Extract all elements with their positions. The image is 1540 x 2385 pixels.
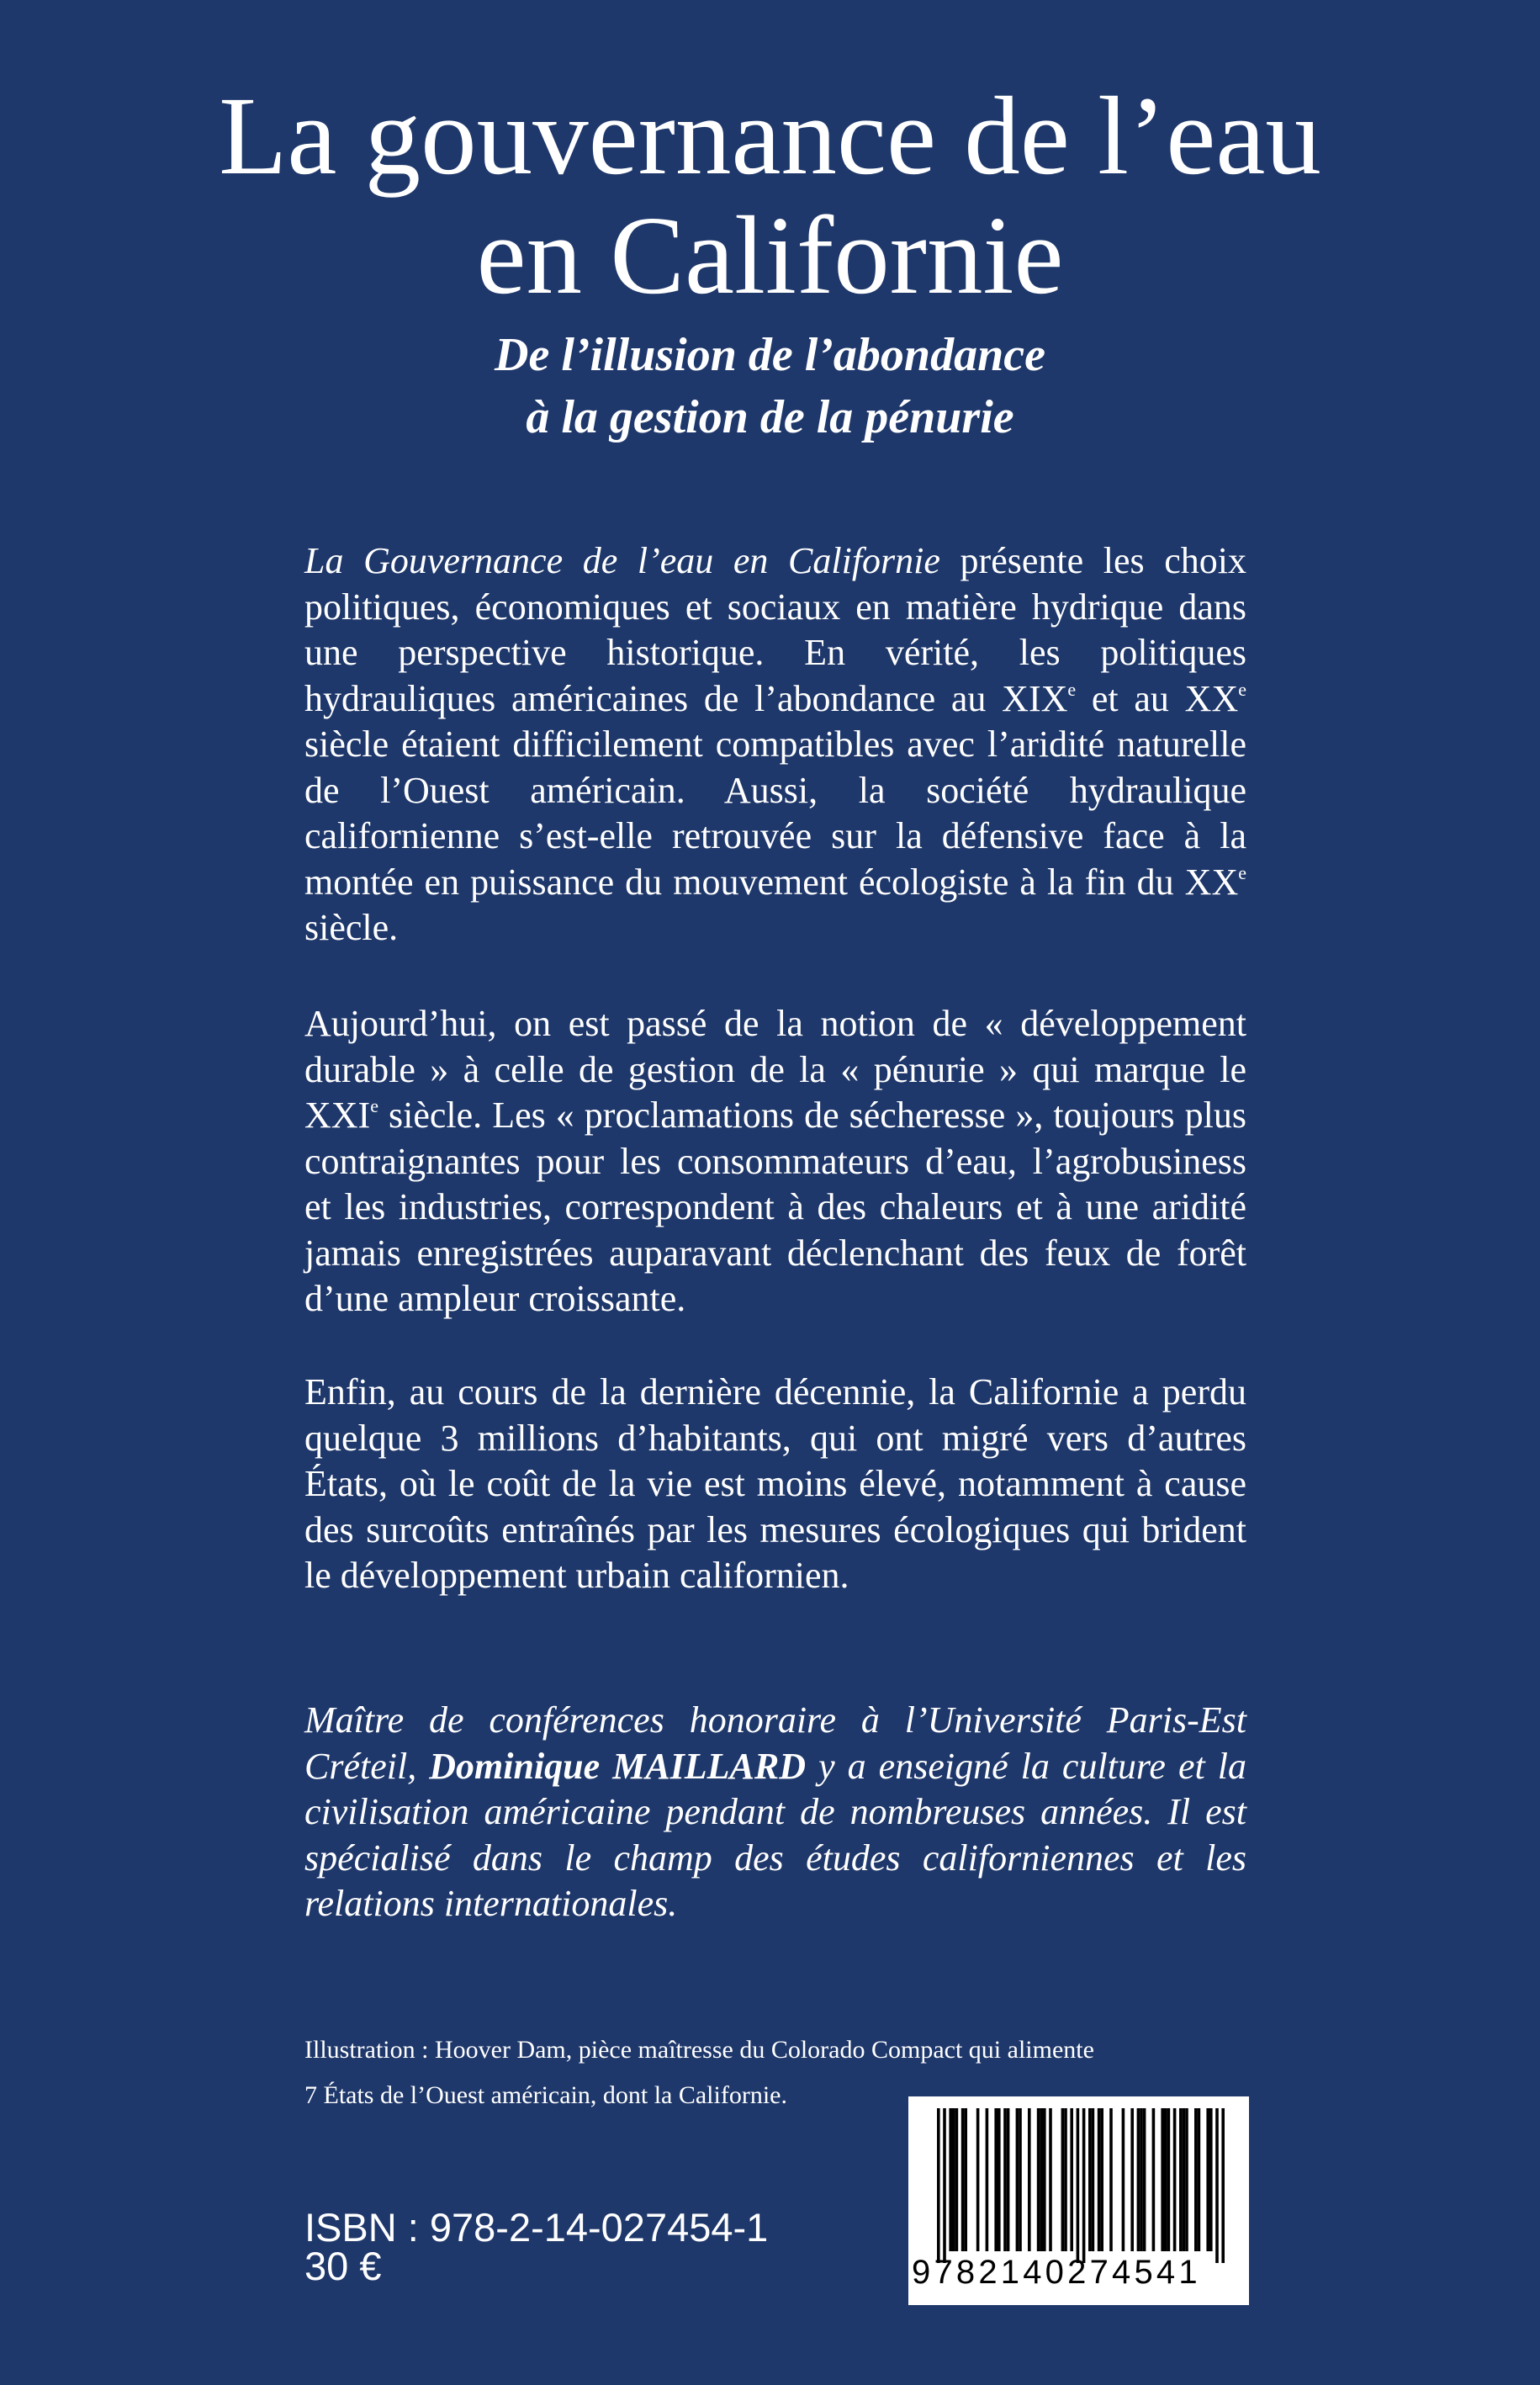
barcode-bar xyxy=(1100,2108,1103,2251)
book-title xyxy=(0,73,1540,317)
barcode-bar xyxy=(986,2108,989,2251)
barcode-bar xyxy=(1040,2108,1043,2251)
book-title-reference: La Gouvernance de l’eau en Californie xyxy=(304,540,940,581)
barcode-bar xyxy=(1003,2108,1007,2251)
barcode-bar xyxy=(1185,2108,1188,2251)
barcode-bar xyxy=(1183,2108,1186,2251)
barcode-bar xyxy=(1064,2108,1067,2251)
title-line-2: en Californie xyxy=(476,193,1064,317)
paragraph-intro: La Gouvernance de l’eau en Californie présente les choix politiques, économiques et sociaux en matière hydrique dans une perspective historique. En vérité, les politiques hydrauliques américaines de l’abondance au XIXe et au XXe siècle étaient difficilement compatibles avec l’aridité naturelle de l’Ouest américain. Aussi, la société hydraulique californienne s’est-elle retrouvée sur la défensive face à la montée en puissance du mouvement écologiste à la fin du XXe siècle. xyxy=(304,540,1247,948)
barcode-bar xyxy=(1016,2108,1019,2251)
book-subtitle xyxy=(0,324,1540,448)
barcode-bar xyxy=(1179,2108,1183,2251)
barcode-bar xyxy=(1028,2108,1031,2251)
barcode-bar xyxy=(961,2108,965,2251)
illustration-line-2: 7 États de l’Ouest américain, dont la Californie. xyxy=(304,2081,787,2109)
barcode-bar xyxy=(1164,2108,1167,2251)
barcode-bar xyxy=(1143,2108,1146,2251)
author-name: Dominique MAILLARD xyxy=(429,1745,807,1787)
barcode-bar xyxy=(949,2108,952,2251)
paragraph-today: Aujourd’hui, on est passé de la notion de « développement durable » à celle de gestion de la « pénurie » qui marque le XXIe siècle. Les « proclamations de sécheresse », toujours plus contraignantes pour les consommateurs d’eau, l’agrobusiness et les industries, correspondent à des chaleurs et à une aridité jamais enregistrées auparavant déclenchant des feux de forêt d’une ampleur croissante. xyxy=(304,1003,1246,1319)
barcode-bar xyxy=(1082,2108,1086,2263)
barcode-bar xyxy=(1167,2108,1171,2251)
barcode-bar xyxy=(1161,2108,1164,2251)
subtitle-line-2: à la gestion de la pénurie xyxy=(526,391,1014,443)
barcode-bar xyxy=(1037,2108,1040,2251)
barcode-bar xyxy=(1098,2108,1101,2251)
barcode-bar xyxy=(998,2108,1001,2251)
barcode-bar xyxy=(1173,2108,1177,2251)
paragraph-migration: Enfin, au cours de la dernière décennie, la Californie a perdu quelque 3 millions d’habitants, qui ont migré vers d’autres États, où le coût de la vie est moins élevé, notamment à cause des surcoûts entraînés par les mesures écologiques qui brident le développement urbain californien. xyxy=(304,1371,1246,1596)
barcode-bar xyxy=(1130,2108,1134,2251)
barcode-bar xyxy=(1061,2108,1065,2251)
title-line-1: La gouvernance de l’eau xyxy=(219,73,1321,198)
barcode-bar xyxy=(1194,2108,1198,2251)
barcode-bar xyxy=(955,2108,959,2251)
barcode-bar xyxy=(1152,2108,1156,2251)
isbn-block xyxy=(304,2205,769,2288)
barcode xyxy=(908,2096,1249,2305)
barcode-bar xyxy=(1019,2108,1022,2251)
barcode-bar xyxy=(937,2108,940,2263)
barcode-bar xyxy=(1077,2108,1080,2263)
author-bio: Maître de conférences honoraire à l’Université Paris-Est Créteil, Dominique MAILLARD y a enseigné la culture et la civilisation américaine pendant de nombreuses années. Il est spécialisé dans le champ des études californiennes et les relations internationales. xyxy=(304,1699,1246,1924)
barcode-bar xyxy=(1043,2108,1046,2251)
subtitle-line-1: De l’illusion de l’abondance xyxy=(495,329,1045,381)
barcode-bar xyxy=(1007,2108,1010,2251)
barcode-bar xyxy=(964,2108,967,2251)
barcode-bar xyxy=(1109,2108,1113,2251)
barcode-bar xyxy=(1140,2108,1143,2251)
price: 30 € xyxy=(304,2244,382,2288)
barcode-bar xyxy=(1137,2108,1140,2251)
barcode-bar xyxy=(1206,2108,1209,2251)
barcode-bar xyxy=(1049,2108,1052,2251)
barcode-bar xyxy=(1122,2108,1125,2251)
barcode-bar xyxy=(1209,2108,1213,2251)
barcode-bar xyxy=(1198,2108,1201,2251)
barcode-bar xyxy=(976,2108,980,2251)
barcode-bar xyxy=(1221,2108,1225,2263)
barcode-bar xyxy=(943,2108,946,2263)
barcode-bar xyxy=(994,2108,998,2251)
barcode-bar xyxy=(952,2108,955,2251)
illustration-line-1: Illustration : Hoover Dam, pièce maîtresse du Colorado Compact qui alimente xyxy=(304,2036,1094,2064)
barcode-bar xyxy=(1215,2108,1219,2263)
isbn-number: ISBN : 978-2-14-027454-1 xyxy=(304,2205,769,2250)
barcode-bar xyxy=(1092,2108,1095,2251)
barcode-bar xyxy=(1088,2108,1092,2251)
barcode-digits: 9782140274541 xyxy=(912,2254,1201,2291)
barcode-bar xyxy=(1070,2108,1073,2251)
